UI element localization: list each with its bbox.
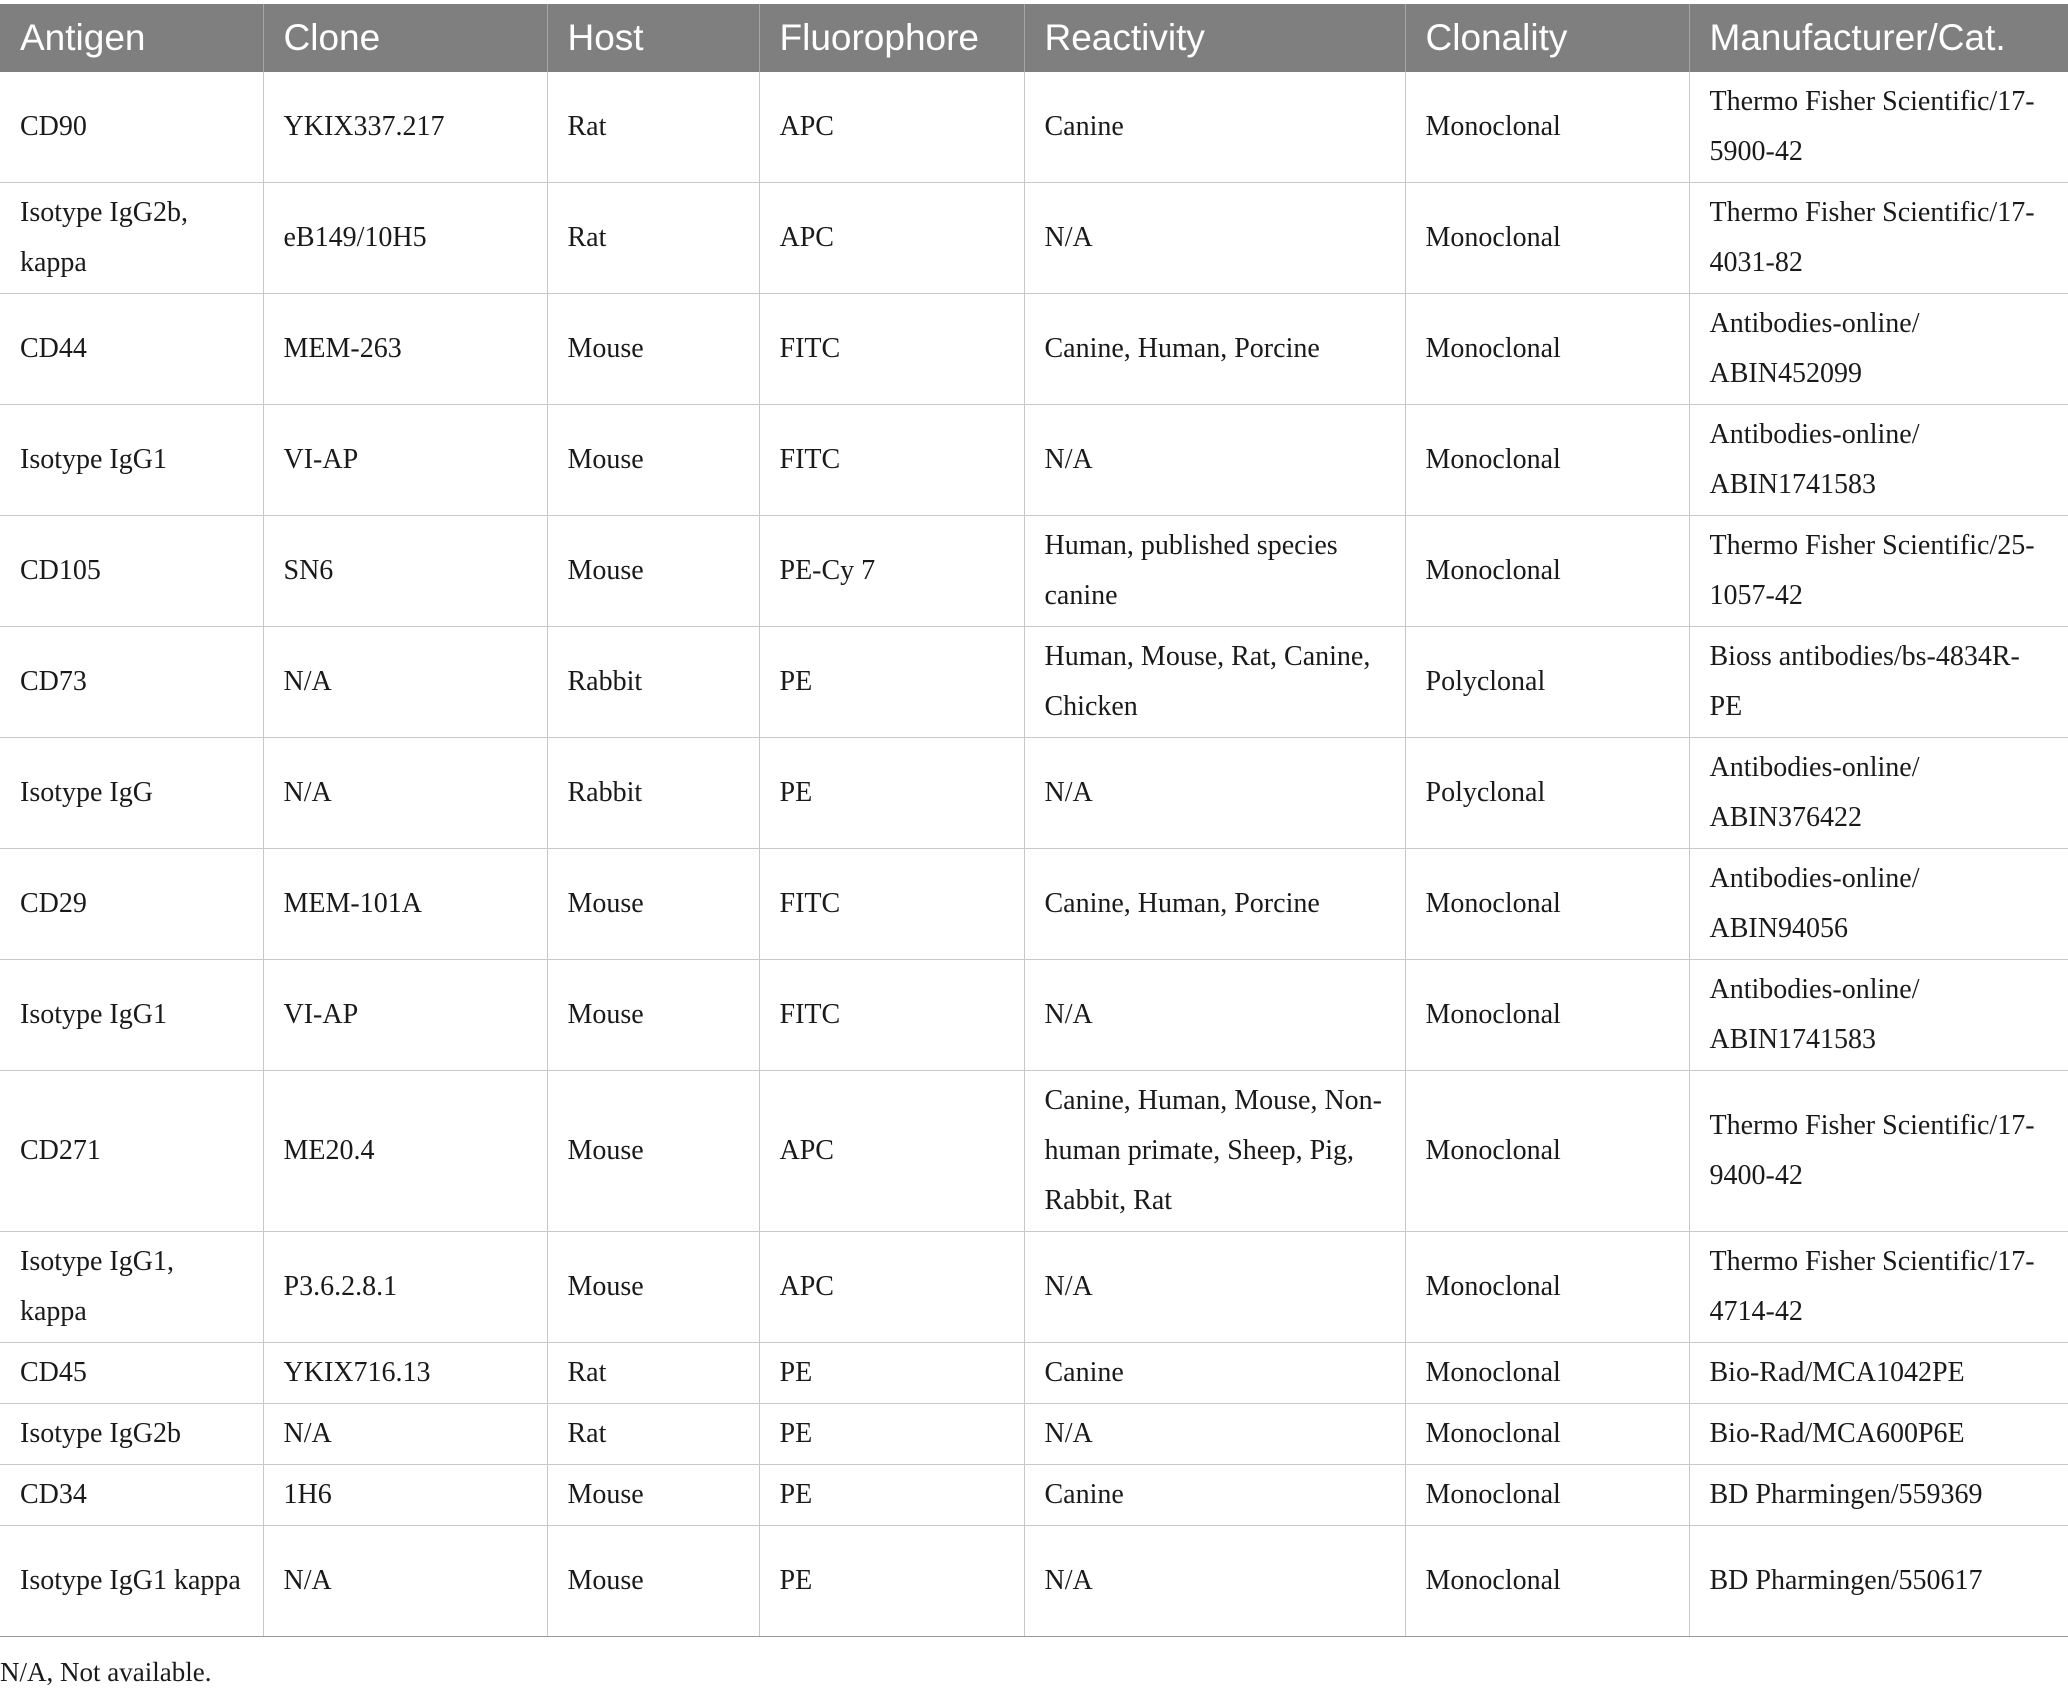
- cell-host: Mouse: [547, 960, 759, 1071]
- header-antigen: Antigen: [0, 4, 263, 72]
- cell-manufacturer: Bio-Rad/MCA1042PE: [1689, 1343, 2068, 1404]
- cell-manufacturer: Antibodies-online/ ABIN452099: [1689, 294, 2068, 405]
- cell-host: Mouse: [547, 516, 759, 627]
- cell-antigen: Isotype IgG1: [0, 960, 263, 1071]
- header-reactivity: Reactivity: [1024, 4, 1405, 72]
- cell-host: Rat: [547, 183, 759, 294]
- cell-clonality: Monoclonal: [1405, 1071, 1689, 1232]
- table-row: [0, 405, 2068, 516]
- cell-reactivity: N/A: [1024, 405, 1405, 516]
- table-row: [0, 627, 2068, 738]
- cell-clonality: Monoclonal: [1405, 72, 1689, 183]
- cell-manufacturer: Antibodies-online/ ABIN1741583: [1689, 405, 2068, 516]
- cell-antigen: CD271: [0, 1071, 263, 1232]
- cell-antigen: CD105: [0, 516, 263, 627]
- cell-clone: VI-AP: [263, 960, 547, 1071]
- cell-host: Rabbit: [547, 627, 759, 738]
- cell-clonality: Monoclonal: [1405, 960, 1689, 1071]
- cell-reactivity: Human, Mouse, Rat, Canine, Chicken: [1024, 627, 1405, 738]
- cell-fluorophore: FITC: [759, 960, 1024, 1071]
- table-row: [0, 738, 2068, 849]
- header-fluorophore: Fluorophore: [759, 4, 1024, 72]
- cell-manufacturer: Thermo Fisher Scientific/17-5900-42: [1689, 72, 2068, 183]
- cell-antigen: CD90: [0, 72, 263, 183]
- antibody-table: [0, 4, 2068, 1637]
- table-header-row: [0, 4, 2068, 72]
- cell-antigen: Isotype IgG2b: [0, 1404, 263, 1465]
- cell-antigen: CD45: [0, 1343, 263, 1404]
- cell-manufacturer: Antibodies-online/ ABIN94056: [1689, 849, 2068, 960]
- table-row: [0, 72, 2068, 183]
- cell-manufacturer: Thermo Fisher Scientific/25-1057-42: [1689, 516, 2068, 627]
- cell-clone: SN6: [263, 516, 547, 627]
- cell-clone: YKIX337.217: [263, 72, 547, 183]
- cell-antigen: Isotype IgG: [0, 738, 263, 849]
- cell-reactivity: Canine, Human, Porcine: [1024, 849, 1405, 960]
- table-row: [0, 516, 2068, 627]
- cell-fluorophore: FITC: [759, 849, 1024, 960]
- cell-fluorophore: APC: [759, 1232, 1024, 1343]
- cell-fluorophore: PE: [759, 1343, 1024, 1404]
- cell-clone: eB149/10H5: [263, 183, 547, 294]
- table-row: [0, 183, 2068, 294]
- table-footnote: N/A, Not available.: [0, 1657, 212, 1687]
- cell-antigen: CD73: [0, 627, 263, 738]
- cell-clonality: Monoclonal: [1405, 849, 1689, 960]
- cell-manufacturer: Antibodies-online/ ABIN376422: [1689, 738, 2068, 849]
- cell-fluorophore: PE: [759, 1404, 1024, 1465]
- table-row: [0, 1343, 2068, 1404]
- cell-fluorophore: PE: [759, 627, 1024, 738]
- cell-clonality: Monoclonal: [1405, 1526, 1689, 1637]
- cell-host: Rat: [547, 1343, 759, 1404]
- antibody-table-container: [0, 4, 2068, 1637]
- table-row: [0, 849, 2068, 960]
- cell-clone: MEM-263: [263, 294, 547, 405]
- cell-clone: MEM-101A: [263, 849, 547, 960]
- cell-manufacturer: Bio-Rad/MCA600P6E: [1689, 1404, 2068, 1465]
- cell-fluorophore: PE: [759, 1526, 1024, 1637]
- cell-fluorophore: APC: [759, 1071, 1024, 1232]
- cell-reactivity: N/A: [1024, 738, 1405, 849]
- cell-clonality: Monoclonal: [1405, 1404, 1689, 1465]
- cell-reactivity: Canine, Human, Porcine: [1024, 294, 1405, 405]
- cell-clone: N/A: [263, 1526, 547, 1637]
- table-row: [0, 1465, 2068, 1526]
- table-body: [0, 72, 2068, 1637]
- cell-clone: ME20.4: [263, 1071, 547, 1232]
- table-row: [0, 1526, 2068, 1637]
- cell-host: Rat: [547, 1404, 759, 1465]
- cell-clone: YKIX716.13: [263, 1343, 547, 1404]
- header-manufacturer: Manufacturer/Cat.: [1689, 4, 2068, 72]
- cell-clonality: Monoclonal: [1405, 183, 1689, 294]
- cell-host: Mouse: [547, 1465, 759, 1526]
- cell-antigen: Isotype IgG1 kappa: [0, 1526, 263, 1637]
- cell-reactivity: Canine: [1024, 1465, 1405, 1526]
- cell-host: Rabbit: [547, 738, 759, 849]
- table-row: [0, 1232, 2068, 1343]
- cell-fluorophore: APC: [759, 183, 1024, 294]
- header-clonality: Clonality: [1405, 4, 1689, 72]
- cell-manufacturer: Bioss antibodies/bs-4834R-PE: [1689, 627, 2068, 738]
- cell-clone: N/A: [263, 1404, 547, 1465]
- cell-reactivity: N/A: [1024, 183, 1405, 294]
- cell-fluorophore: FITC: [759, 294, 1024, 405]
- cell-manufacturer: Antibodies-online/ ABIN1741583: [1689, 960, 2068, 1071]
- cell-clone: N/A: [263, 627, 547, 738]
- cell-manufacturer: BD Pharmingen/559369: [1689, 1465, 2068, 1526]
- cell-fluorophore: FITC: [759, 405, 1024, 516]
- header-host: Host: [547, 4, 759, 72]
- cell-clonality: Polyclonal: [1405, 627, 1689, 738]
- cell-reactivity: N/A: [1024, 960, 1405, 1071]
- cell-clonality: Monoclonal: [1405, 1232, 1689, 1343]
- header-clone: Clone: [263, 4, 547, 72]
- cell-antigen: CD44: [0, 294, 263, 405]
- table-row: [0, 1404, 2068, 1465]
- cell-host: Mouse: [547, 405, 759, 516]
- cell-reactivity: N/A: [1024, 1232, 1405, 1343]
- cell-clone: 1H6: [263, 1465, 547, 1526]
- cell-manufacturer: Thermo Fisher Scientific/17-4031-82: [1689, 183, 2068, 294]
- cell-clonality: Polyclonal: [1405, 738, 1689, 849]
- table-row: [0, 960, 2068, 1071]
- cell-clonality: Monoclonal: [1405, 1465, 1689, 1526]
- cell-clonality: Monoclonal: [1405, 1343, 1689, 1404]
- cell-antigen: Isotype IgG1, kappa: [0, 1232, 263, 1343]
- cell-fluorophore: PE: [759, 738, 1024, 849]
- cell-reactivity: Canine, Human, Mouse, Non-human primate, Sheep, Pig, Rabbit, Rat: [1024, 1071, 1405, 1232]
- cell-host: Mouse: [547, 1526, 759, 1637]
- cell-fluorophore: PE-Cy 7: [759, 516, 1024, 627]
- cell-host: Mouse: [547, 1071, 759, 1232]
- cell-host: Mouse: [547, 1232, 759, 1343]
- table-row: [0, 294, 2068, 405]
- cell-reactivity: N/A: [1024, 1404, 1405, 1465]
- cell-antigen: Isotype IgG2b, kappa: [0, 183, 263, 294]
- cell-clonality: Monoclonal: [1405, 516, 1689, 627]
- cell-fluorophore: APC: [759, 72, 1024, 183]
- cell-host: Mouse: [547, 849, 759, 960]
- cell-antigen: CD34: [0, 1465, 263, 1526]
- cell-clonality: Monoclonal: [1405, 294, 1689, 405]
- cell-manufacturer: BD Pharmingen/550617: [1689, 1526, 2068, 1637]
- table-row: [0, 1071, 2068, 1232]
- cell-antigen: Isotype IgG1: [0, 405, 263, 516]
- cell-clonality: Monoclonal: [1405, 405, 1689, 516]
- cell-clone: P3.6.2.8.1: [263, 1232, 547, 1343]
- cell-fluorophore: PE: [759, 1465, 1024, 1526]
- cell-manufacturer: Thermo Fisher Scientific/17-4714-42: [1689, 1232, 2068, 1343]
- cell-reactivity: Human, published species canine: [1024, 516, 1405, 627]
- cell-host: Mouse: [547, 294, 759, 405]
- cell-host: Rat: [547, 72, 759, 183]
- cell-reactivity: Canine: [1024, 1343, 1405, 1404]
- cell-clone: VI-AP: [263, 405, 547, 516]
- cell-manufacturer: Thermo Fisher Scientific/17-9400-42: [1689, 1071, 2068, 1232]
- cell-reactivity: N/A: [1024, 1526, 1405, 1637]
- cell-reactivity: Canine: [1024, 72, 1405, 183]
- cell-clone: N/A: [263, 738, 547, 849]
- cell-antigen: CD29: [0, 849, 263, 960]
